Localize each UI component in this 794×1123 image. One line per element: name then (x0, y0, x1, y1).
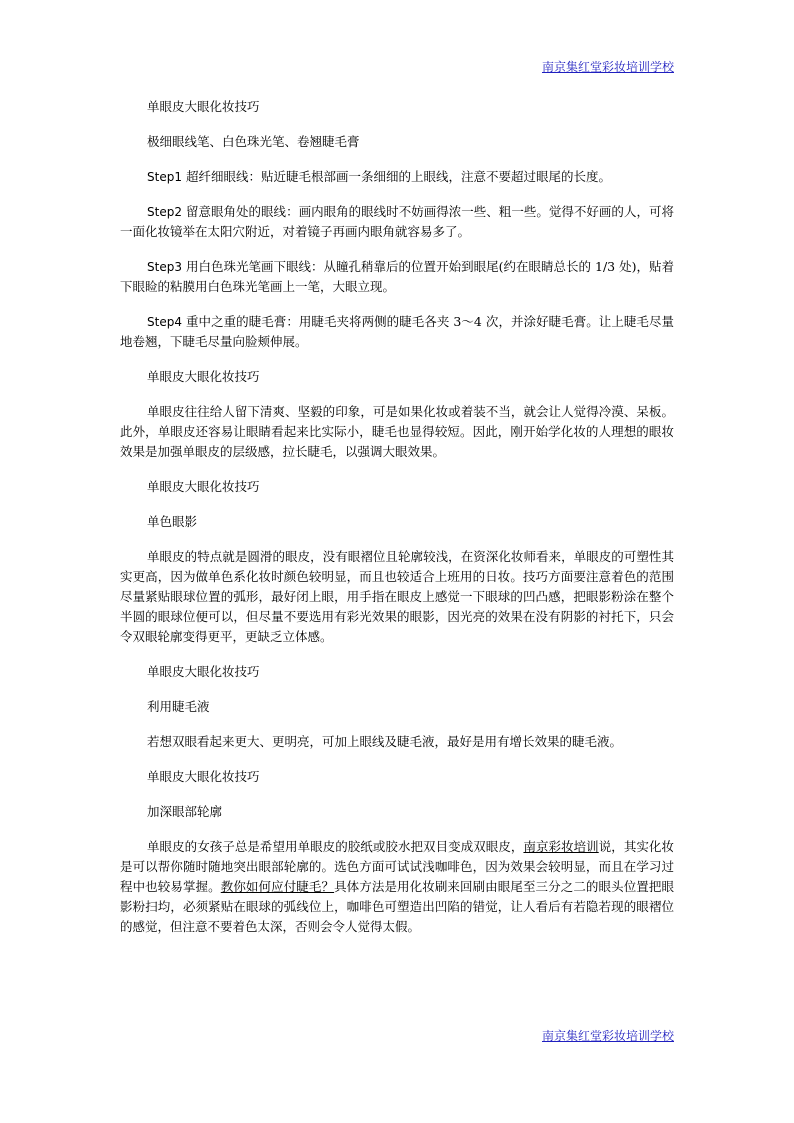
intro-paragraph: 单眼皮往往给人留下清爽、坚毅的印象，可是如果化妆或着装不当，就会让人觉得冷漠、呆板。此外，单眼皮还容易让眼睛看起来比实际小，睫毛也显得较短。因此，刚开始学化妆的人理想的眼妆效果是加强单眼皮的层级感，拉长睫毛，以强调大眼效果。 (120, 404, 674, 459)
step2-tag: Step2 (147, 205, 182, 219)
section-heading-2: 单眼皮大眼化妆技巧 (147, 369, 260, 384)
subheading-mono-eyeshadow: 单色眼影 (147, 514, 198, 529)
makeup-training-link[interactable]: 南京彩妆培训 (523, 839, 599, 854)
step4-tag: Step4 (147, 315, 182, 329)
section-heading-5: 单眼皮大眼化妆技巧 (147, 769, 260, 784)
contour-text-c: 具体方法是用化妆刷来回刷由眼尾至三分之二的眼头位置把眼影粉扫均，必须紧贴在眼球的弧线位上，咖啡色可塑造出凹陷的错觉，让人看后有若隐若现的眼褶位的感觉，但注意不要着色太深，否则会令人觉得太假。 (120, 879, 674, 934)
step1-text: 超纤细眼线：贴近睫毛根部画一条细细的上眼线，注意不要超过眼尾的长度。 (181, 169, 611, 184)
section-heading-3: 单眼皮大眼化妆技巧 (147, 479, 260, 494)
subheading-contour: 加深眼部轮廓 (147, 804, 223, 819)
section-heading-4: 单眼皮大眼化妆技巧 (147, 664, 260, 679)
subheading-mascara: 利用睫毛液 (147, 699, 210, 714)
tools-list: 极细眼线笔、白色珠光笔、卷翘睫毛膏 (147, 134, 360, 149)
step2-paragraph (120, 202, 674, 242)
section-heading-1: 单眼皮大眼化妆技巧 (147, 99, 260, 114)
step1-tag: Step1 (147, 170, 182, 184)
eyelash-tips-link[interactable]: 教你如何应付睫毛？ (220, 879, 335, 894)
step4-text: 重中之重的睫毛膏：用睫毛夹将两侧的睫毛各夹 3～4 次，并涂好睫毛膏。让上睫毛尽量地卷翘，下睫毛尽量向脸颊伸展。 (120, 314, 674, 349)
contour-text-a: 单眼皮的女孩子总是希望用单眼皮的胶纸或胶水把双目变成双眼皮， (147, 839, 524, 854)
footer-school-link[interactable]: 南京集红堂彩妆培训学校 (541, 1029, 674, 1043)
step3-tag: Step3 (147, 260, 182, 274)
eyeshadow-paragraph: 单眼皮的特点就是圆滑的眼皮，没有眼褶位且轮廓较浅，在资深化妆师看来，单眼皮的可塑性其实更高，因为做单色系化妆时颜色较明显，而且也较适合上班用的日妆。技巧方面要注意着色的范围尽量紧贴眼球位置的弧形，最好闭上眼，用手指在眼皮上感觉一下眼球的凹凸感，把眼影粉涂在整个半圆的眼球位便可以，但尽量不要选用有彩光效果的眼影，因光亮的效果在没有阴影的衬托下，只会令双眼轮廓变得更平，更缺乏立体感。 (120, 549, 674, 644)
article-body (120, 97, 674, 952)
contour-text-b: 说，其实化妆是可以帮你随时随地突出眼部轮廓的。选色方面可试试浅咖啡色，因为效果会较明显，而且在学习过程中也较易掌握。 (120, 839, 674, 894)
step3-text: 用白色珠光笔画下眼线：从瞳孔稍靠后的位置开始到眼尾(约在眼睛总长的 1/3 处)，贴着下眼睑的粘膜用白色珠光笔画上一笔，大眼立现。 (120, 259, 674, 294)
step2-text: 留意眼角处的眼线：画内眼角的眼线时不妨画得浓一些、粗一些。觉得不好画的人，可将一面化妆镜举在太阳穴附近，对着镜子再画内眼角就容易多了。 (120, 204, 674, 239)
step1-paragraph (120, 167, 674, 187)
step3-paragraph (120, 257, 674, 297)
step4-paragraph (120, 312, 674, 352)
header-school-link[interactable]: 南京集红堂彩妆培训学校 (541, 60, 674, 74)
contour-paragraph (120, 837, 674, 937)
mascara-paragraph: 若想双眼看起来更大、更明亮，可加上眼线及睫毛液，最好是用有增长效果的睫毛液。 (147, 734, 623, 749)
